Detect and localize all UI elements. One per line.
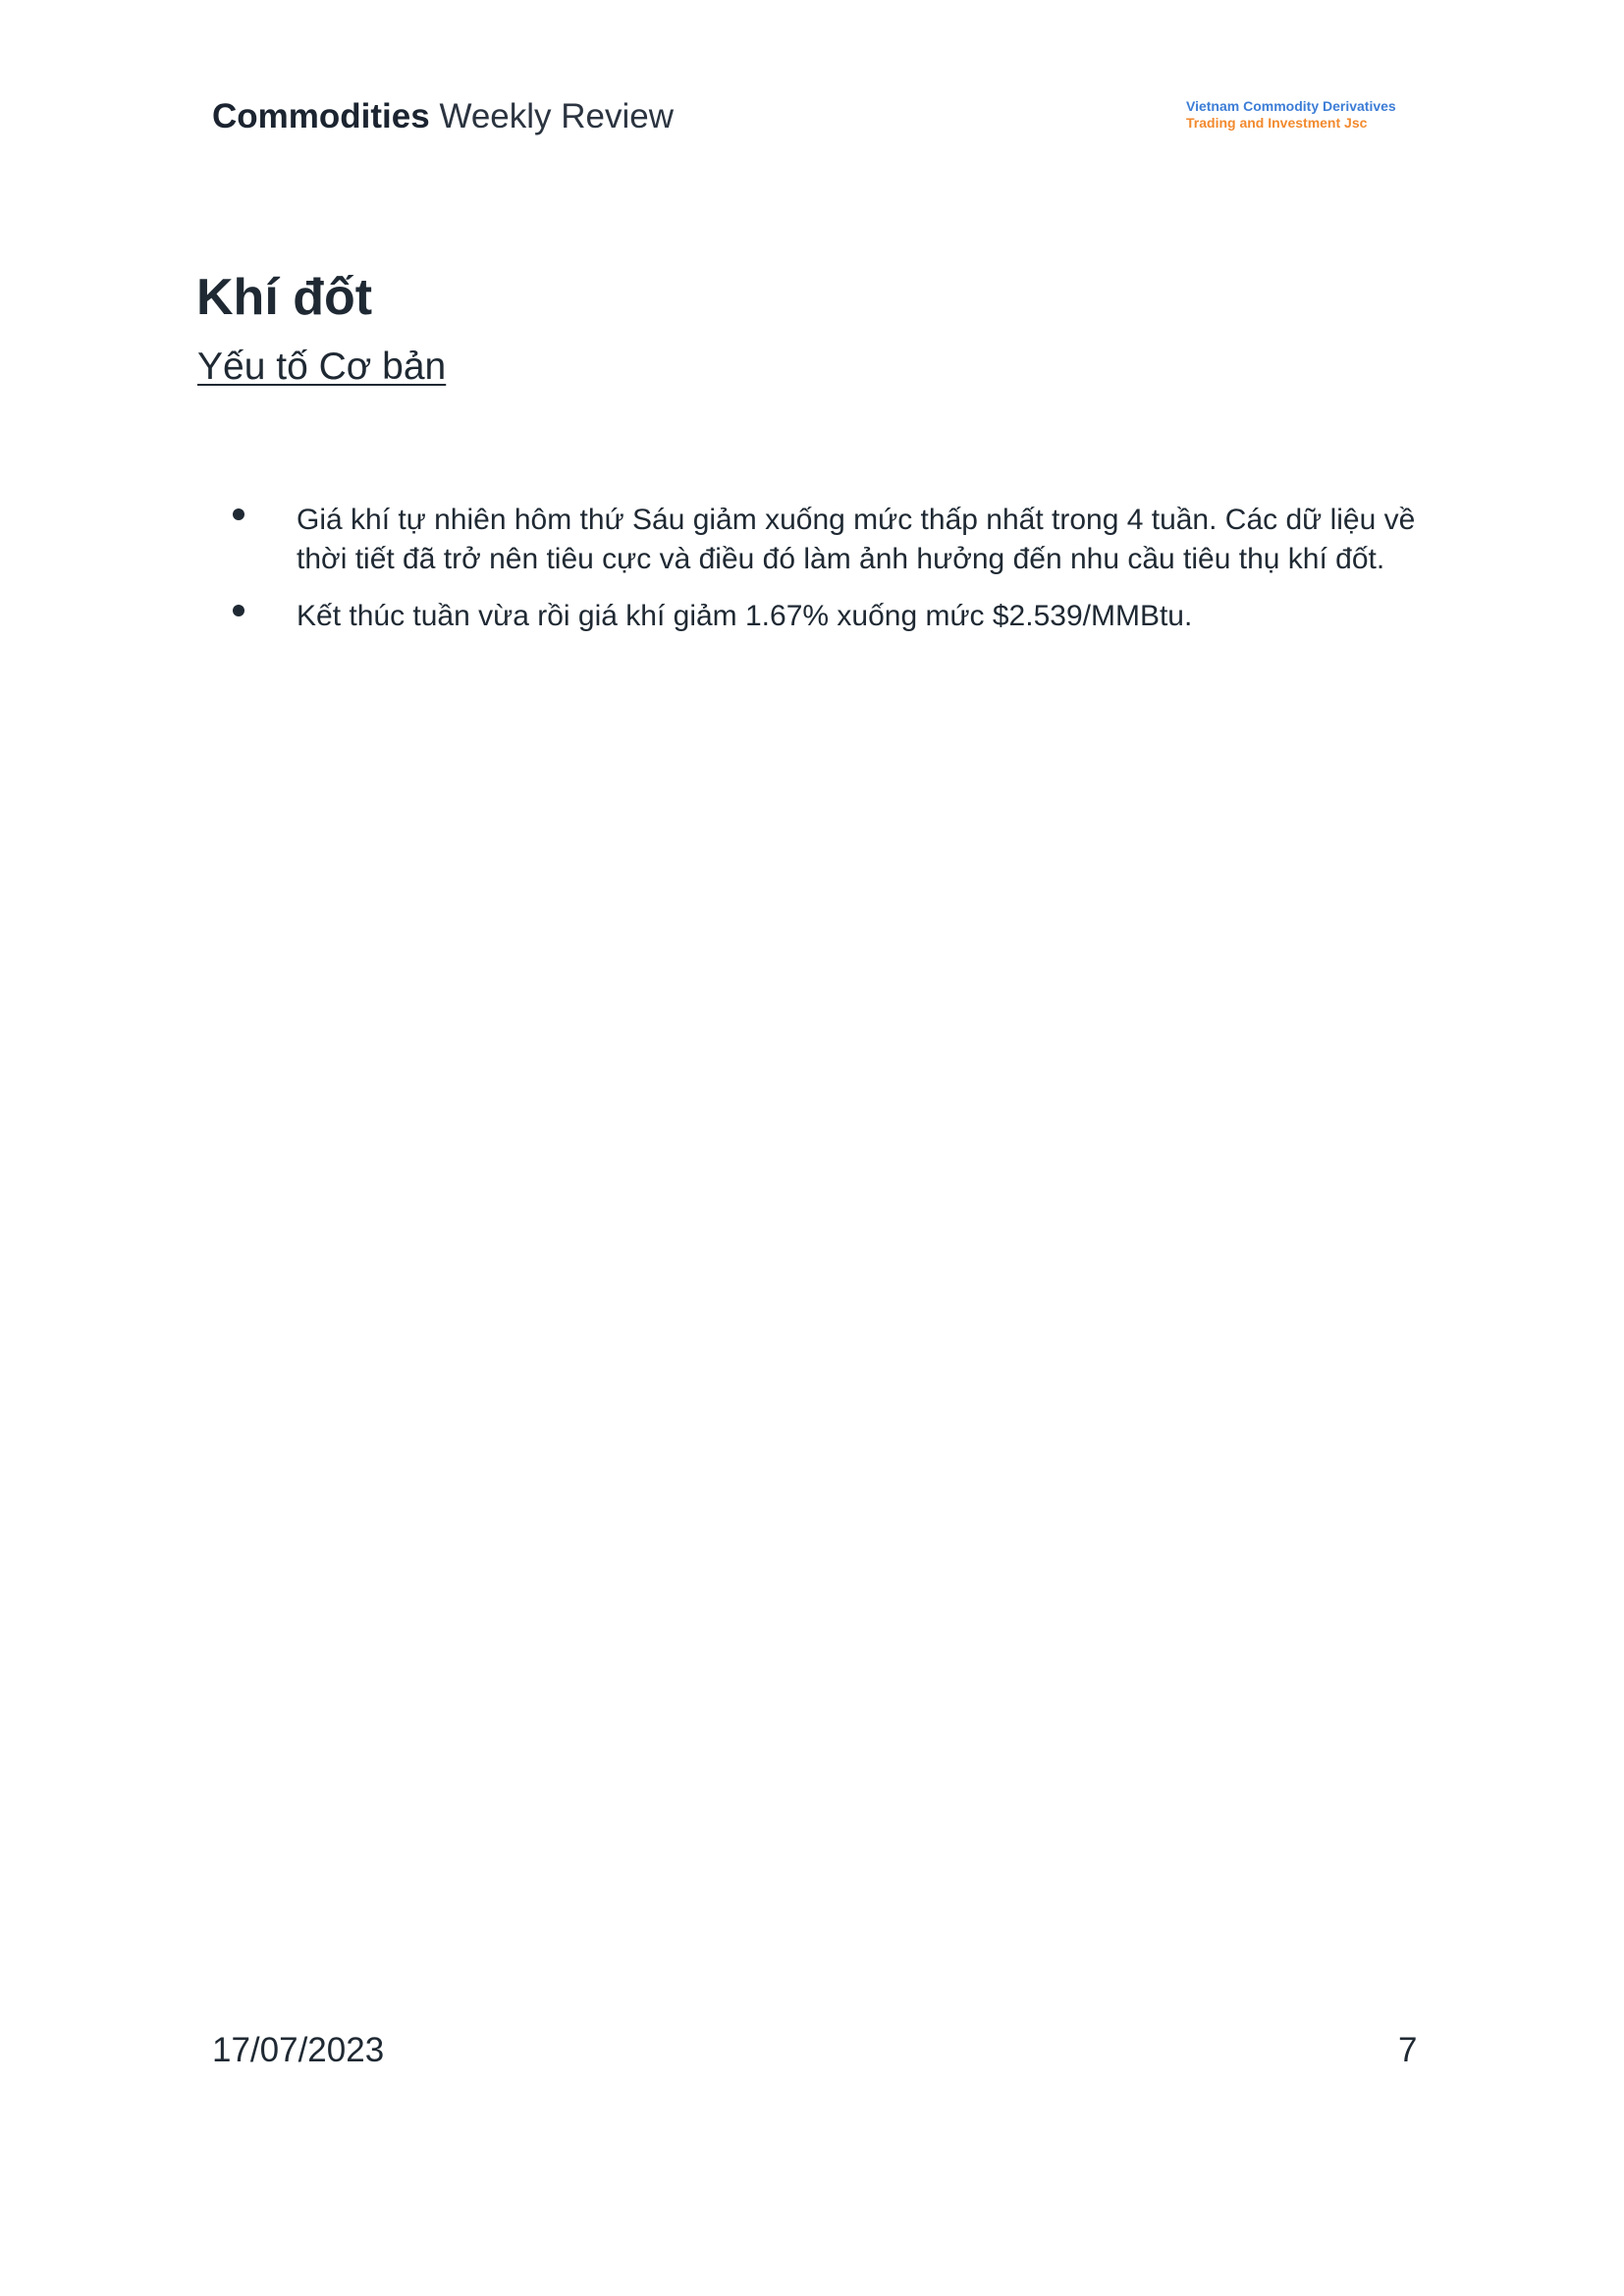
section-title: Khí đốt — [196, 269, 373, 326]
bullet-item — [228, 501, 1445, 579]
footer-date: 17/07/2023 — [212, 2031, 385, 2069]
report-title-bold: Commodities — [212, 97, 430, 135]
report-title — [212, 96, 674, 137]
bullet-item — [228, 597, 1445, 636]
bullet-text: Kết thúc tuần vừa rồi giá khí giảm 1.67% xuống mức $2.539/MMBtu. — [297, 600, 1193, 632]
bullet-dot-icon — [233, 508, 244, 520]
bullet-list — [228, 501, 1445, 654]
company-logo — [1186, 98, 1422, 132]
section-subtitle: Yếu tố Cơ bản — [197, 346, 447, 388]
report-title-light: Weekly Review — [439, 97, 675, 135]
bullet-dot-icon — [233, 605, 244, 616]
logo-line-1: Vietnam Commodity Derivatives — [1186, 98, 1396, 114]
page-number: 7 — [1398, 2031, 1418, 2069]
logo-line-2: Trading and Investment Jsc — [1186, 115, 1368, 131]
bullet-text: Giá khí tự nhiên hôm thứ Sáu giảm xuống mức thấp nhất trong 4 tuần. Các dữ liệu về thời tiết đã trở nên tiêu cực và điều đó làm ảnh hưởng đến nhu cầu tiêu thụ khí đốt. — [297, 504, 1416, 575]
